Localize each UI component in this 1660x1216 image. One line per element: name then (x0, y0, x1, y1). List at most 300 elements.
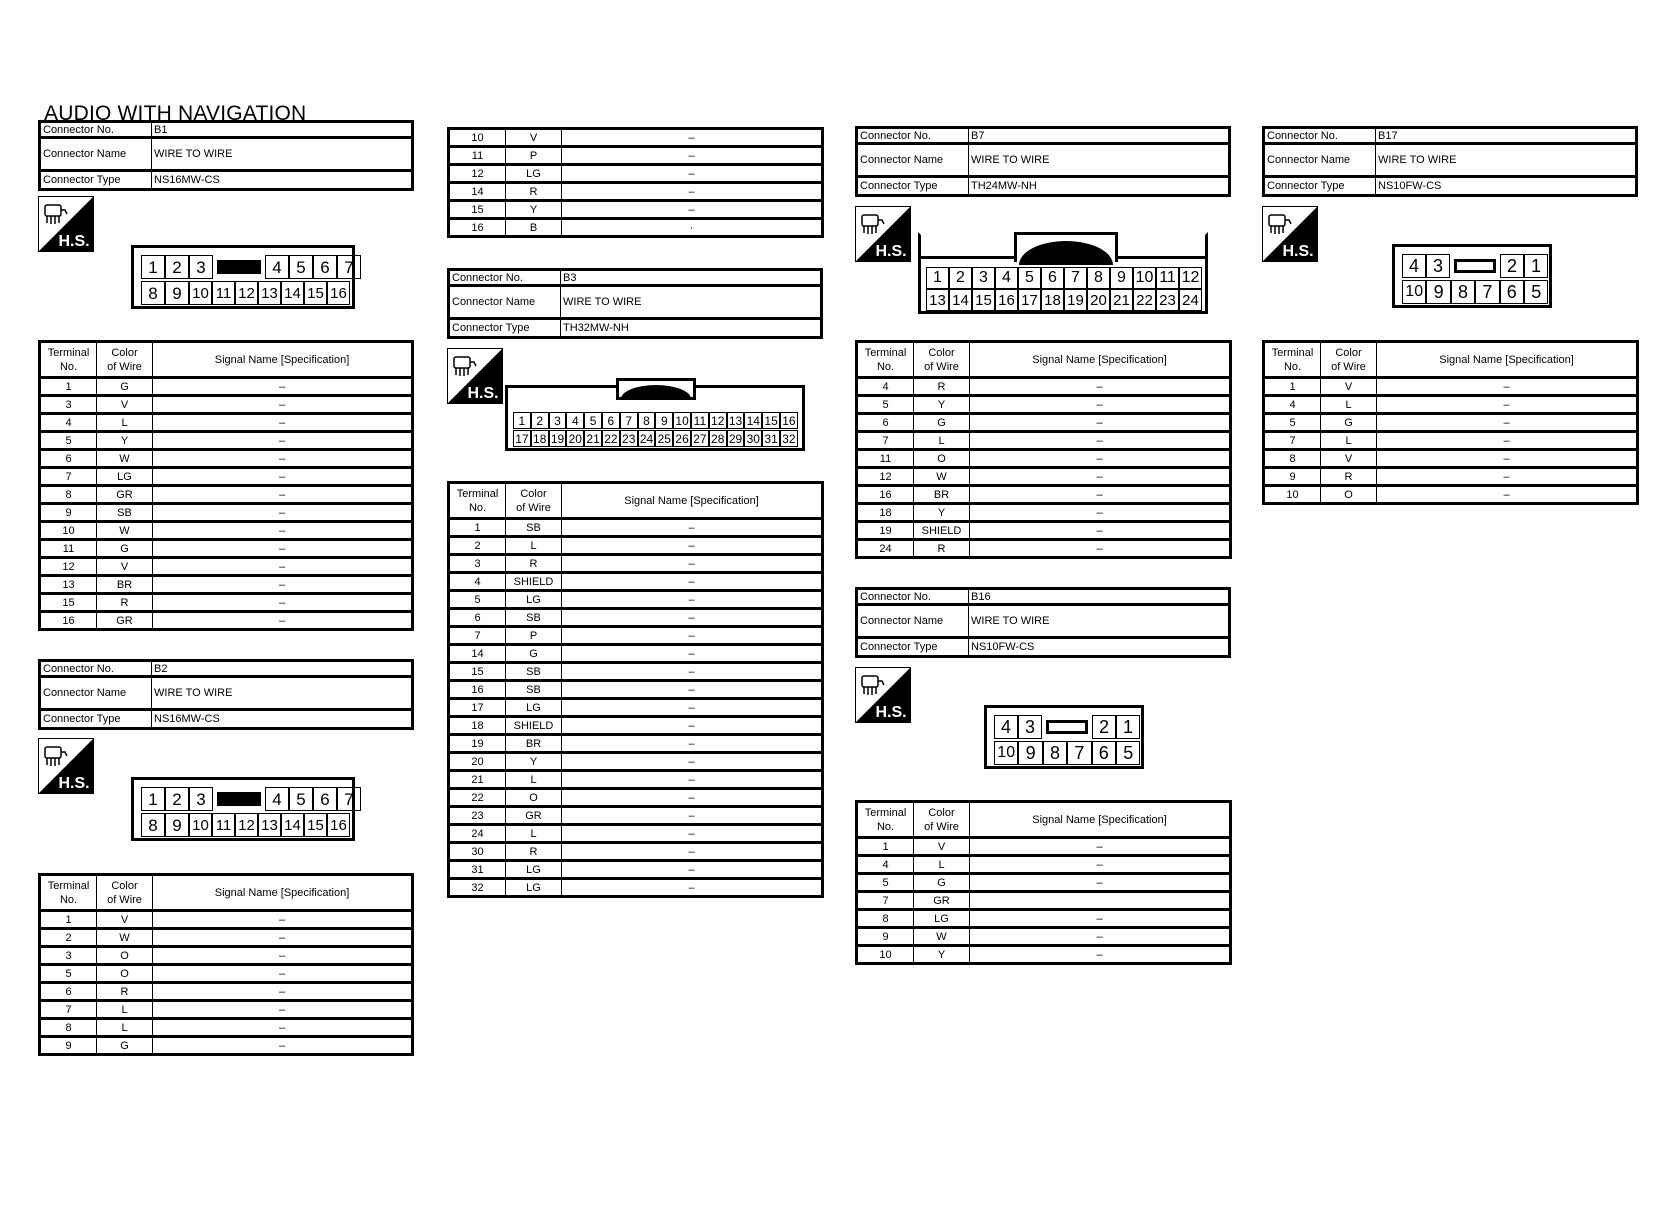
connector-pin: 2 (165, 255, 189, 279)
wire-color: Y (506, 201, 562, 219)
terminal-no: 5 (449, 591, 506, 609)
signal-name: – (562, 519, 823, 537)
page-title: AUDIO WITH NAVIGATION (44, 102, 307, 125)
connector-pin: 1 (141, 787, 165, 811)
wire-color: R (506, 843, 562, 861)
signal-name: – (153, 486, 413, 504)
table-row (449, 627, 823, 645)
terminal-no: 7 (1264, 432, 1321, 450)
connector-no-label: Connector No. (41, 662, 152, 678)
signal-name: – (153, 378, 413, 396)
table-row (40, 929, 413, 947)
signal-name-header: Signal Name [Specification] (970, 342, 1231, 378)
signal-name: – (562, 147, 823, 165)
wire-color: G (1321, 414, 1377, 432)
signal-name: – (970, 504, 1231, 522)
signal-name: – (153, 558, 413, 576)
signal-name: – (153, 576, 413, 594)
connector-pin: 5 (289, 255, 313, 279)
table-row (40, 911, 413, 929)
terminal-no: 7 (40, 1001, 97, 1019)
terminal-no: 15 (40, 594, 97, 612)
wire-color: R (914, 378, 970, 396)
signal-name-header: Signal Name [Specification] (562, 483, 823, 519)
signal-name: – (153, 540, 413, 558)
connector-pin: 31 (762, 430, 780, 447)
wire-color: BR (914, 486, 970, 504)
table-row (40, 965, 413, 983)
connector-pin: 14 (744, 412, 762, 429)
connector-pin: 4 (994, 715, 1018, 739)
terminal-table-b1-continued (447, 127, 824, 238)
signal-name: – (562, 789, 823, 807)
connector-type-label: Connector Type (858, 178, 969, 194)
wire-color: GR (506, 807, 562, 825)
terminal-no: 15 (449, 663, 506, 681)
table-row (449, 537, 823, 555)
connector-pin: 2 (1500, 254, 1524, 278)
connector-pin: 6 (1500, 280, 1524, 304)
connector-pin: 4 (265, 255, 289, 279)
terminal-no: 19 (449, 735, 506, 753)
terminal-no: 8 (40, 486, 97, 504)
connector-name-label: Connector Name (1265, 145, 1376, 178)
signal-name: – (153, 983, 413, 1001)
signal-name: – (1377, 450, 1638, 468)
table-row (40, 947, 413, 965)
connector-info-b16 (855, 587, 1231, 658)
terminal-no: 19 (857, 522, 914, 540)
wire-color: L (1321, 396, 1377, 414)
connector-type-value: NS16MW-CS (154, 174, 220, 186)
table-row (857, 928, 1231, 946)
connector-name-value: WIRE TO WIRE (561, 287, 820, 320)
table-row (857, 450, 1231, 468)
table-row (40, 612, 413, 630)
terminal-no: 1 (40, 378, 97, 396)
wire-color: Y (914, 946, 970, 964)
connector-info-b3 (447, 268, 823, 339)
terminal-table-b1 (38, 340, 414, 631)
signal-name: – (970, 838, 1231, 856)
wire-color: LG (97, 468, 153, 486)
connector-pin: 22 (602, 430, 620, 447)
signal-name: – (562, 735, 823, 753)
terminal-no: 5 (40, 432, 97, 450)
connector-name-value: WIRE TO WIRE (152, 139, 411, 172)
terminal-no: 15 (449, 201, 506, 219)
connector-type-value: TH24MW-NH (971, 180, 1037, 192)
connector-pin: 27 (691, 430, 709, 447)
table-row (449, 753, 823, 771)
connector-info-b1 (38, 120, 414, 191)
wire-color: L (506, 771, 562, 789)
terminal-no: 4 (1264, 396, 1321, 414)
table-row (857, 540, 1231, 558)
terminal-no: 8 (40, 1019, 97, 1037)
connector-pin: 8 (141, 813, 165, 837)
signal-name: – (970, 928, 1231, 946)
connector-pin: 10 (1133, 267, 1156, 289)
connector-pin: 11 (212, 281, 235, 305)
connector-pin: 18 (1041, 289, 1064, 311)
wire-color: V (1321, 450, 1377, 468)
signal-name: – (970, 378, 1231, 396)
signal-name: – (562, 663, 823, 681)
table-row (449, 861, 823, 879)
wire-color: V (1321, 378, 1377, 396)
signal-name: – (970, 396, 1231, 414)
connector-pin: 3 (549, 412, 567, 429)
table-row (449, 201, 823, 219)
connector-name-label: Connector Name (41, 139, 152, 172)
terminal-no: 2 (40, 929, 97, 947)
table-row (40, 576, 413, 594)
connector-pin: 7 (620, 412, 638, 429)
table-row (40, 983, 413, 1001)
connector-pin: 13 (926, 289, 949, 311)
connector-type-label: Connector Type (41, 711, 152, 727)
wire-color: B (506, 219, 562, 237)
wire-color: L (1321, 432, 1377, 450)
wire-color: W (97, 450, 153, 468)
signal-name: – (153, 1001, 413, 1019)
connector-pin: 1 (513, 412, 531, 429)
connector-pin: 10 (1402, 280, 1426, 304)
terminal-no: 9 (1264, 468, 1321, 486)
terminal-no: 9 (857, 928, 914, 946)
signal-name: – (562, 807, 823, 825)
wire-color: P (506, 147, 562, 165)
connector-face-b16 (984, 705, 1144, 769)
signal-name: – (1377, 468, 1638, 486)
terminal-no: 14 (449, 183, 506, 201)
signal-name: – (970, 414, 1231, 432)
terminal-no-header: Terminal No. (40, 875, 97, 911)
harness-side-icon (447, 348, 503, 404)
connector-pin: 18 (531, 430, 549, 447)
connector-housing-edge (1115, 256, 1208, 259)
table-row (449, 165, 823, 183)
signal-name: – (153, 1037, 413, 1055)
wire-color: SB (506, 519, 562, 537)
connector-face-b3 (505, 385, 805, 451)
table-row (40, 432, 413, 450)
connector-pin: 7 (337, 255, 361, 279)
terminal-no-header: Terminal No. (857, 802, 914, 838)
terminal-no-header: Terminal No. (40, 342, 97, 378)
terminal-no: 6 (449, 609, 506, 627)
terminal-no: 24 (857, 540, 914, 558)
terminal-no: 9 (40, 1037, 97, 1055)
terminal-no: 7 (449, 627, 506, 645)
table-row (857, 396, 1231, 414)
connector-name-value: WIRE TO WIRE (152, 678, 411, 711)
connector-pin: 9 (165, 813, 189, 837)
connector-pin: 10 (189, 813, 212, 837)
terminal-no: 4 (857, 856, 914, 874)
connector-pin: 2 (165, 787, 189, 811)
table-row (40, 486, 413, 504)
connector-pin: 24 (1179, 289, 1202, 311)
signal-name: – (562, 627, 823, 645)
terminal-no: 4 (449, 573, 506, 591)
connector-pin: 7 (1475, 280, 1499, 304)
connector-no-value: B16 (969, 590, 1228, 606)
wire-color: R (506, 555, 562, 573)
connector-pin: 17 (1018, 289, 1041, 311)
signal-name: – (153, 965, 413, 983)
table-row (40, 1037, 413, 1055)
signal-name: – (970, 946, 1231, 964)
connector-pin: 21 (584, 430, 602, 447)
connector-type-label: Connector Type (858, 639, 969, 655)
wire-color: L (97, 1019, 153, 1037)
connector-no-label: Connector No. (450, 271, 561, 287)
wire-color: V (97, 558, 153, 576)
terminal-no: 17 (449, 699, 506, 717)
connector-pin: 24 (638, 430, 656, 447)
connector-pin: 12 (235, 281, 258, 305)
connector-no-label: Connector No. (858, 590, 969, 606)
table-row (449, 573, 823, 591)
connector-pin: 28 (709, 430, 727, 447)
table-row (40, 558, 413, 576)
terminal-no: 12 (449, 165, 506, 183)
signal-name: – (153, 612, 413, 630)
wire-color: R (1321, 468, 1377, 486)
wire-color: R (97, 983, 153, 1001)
wire-color-header: Color of Wire (914, 802, 970, 838)
signal-name: – (562, 165, 823, 183)
connector-pin: 13 (258, 813, 281, 837)
signal-name: – (153, 947, 413, 965)
connector-pin: 16 (327, 281, 350, 305)
connector-no-label: Connector No. (1265, 129, 1376, 145)
hs-label: H.S. (1282, 243, 1314, 260)
table-row (449, 735, 823, 753)
wire-color: GR (97, 612, 153, 630)
signal-name: – (153, 468, 413, 486)
wire-color: L (914, 856, 970, 874)
connector-type-label: Connector Type (41, 172, 152, 188)
connector-no-value: B17 (1376, 129, 1635, 145)
wire-color: BR (506, 735, 562, 753)
terminal-table-b2 (38, 873, 414, 1056)
table-row (1264, 468, 1638, 486)
connector-face-b1 (131, 245, 355, 309)
terminal-no: 24 (449, 825, 506, 843)
signal-name: – (562, 699, 823, 717)
signal-name: – (970, 450, 1231, 468)
connector-pin: 15 (304, 281, 327, 305)
wire-color: SB (506, 663, 562, 681)
table-row (857, 486, 1231, 504)
signal-name: – (562, 573, 823, 591)
wire-color: SHIELD (914, 522, 970, 540)
connector-info-b17 (1262, 126, 1638, 197)
table-row (40, 504, 413, 522)
wire-color: L (506, 825, 562, 843)
signal-name: – (153, 450, 413, 468)
wire-color: V (97, 911, 153, 929)
connector-pin: 6 (1092, 741, 1116, 765)
wire-color: GR (914, 892, 970, 910)
terminal-no: 8 (857, 910, 914, 928)
terminal-no: 5 (857, 396, 914, 414)
signal-name: – (562, 645, 823, 663)
connector-pin: 30 (744, 430, 762, 447)
wire-color: G (506, 645, 562, 663)
wire-color: BR (97, 576, 153, 594)
connector-pin: 5 (584, 412, 602, 429)
wire-color: SHIELD (506, 573, 562, 591)
wire-color: G (914, 874, 970, 892)
wire-color: O (914, 450, 970, 468)
connector-pin: 13 (258, 281, 281, 305)
table-row (1264, 396, 1638, 414)
terminal-no: 11 (40, 540, 97, 558)
connector-no-label: Connector No. (41, 123, 152, 139)
connector-pin: 13 (727, 412, 745, 429)
table-row (449, 789, 823, 807)
connector-pin: 6 (1041, 267, 1064, 289)
terminal-no: 10 (40, 522, 97, 540)
connector-pin: 29 (727, 430, 745, 447)
terminal-no: 10 (857, 946, 914, 964)
signal-name: – (562, 609, 823, 627)
terminal-no: 12 (857, 468, 914, 486)
connector-pin: 3 (189, 255, 213, 279)
connector-lock (217, 260, 261, 274)
signal-name: – (562, 879, 823, 897)
signal-name: – (562, 717, 823, 735)
connector-pin: 23 (620, 430, 638, 447)
terminal-no: 10 (449, 129, 506, 147)
signal-name-header: Signal Name [Specification] (970, 802, 1231, 838)
wire-color: V (506, 129, 562, 147)
signal-name: – (562, 183, 823, 201)
signal-name: – (562, 129, 823, 147)
connector-pin: 6 (313, 255, 337, 279)
terminal-no: 7 (857, 892, 914, 910)
terminal-no: 7 (857, 432, 914, 450)
table-row (1264, 450, 1638, 468)
signal-name-header: Signal Name [Specification] (1377, 342, 1638, 378)
signal-name: – (562, 555, 823, 573)
connector-pin: 3 (189, 787, 213, 811)
wire-color: O (506, 789, 562, 807)
wire-color: O (97, 965, 153, 983)
connector-pin: 8 (141, 281, 165, 305)
connector-type-label: Connector Type (450, 320, 561, 336)
terminal-no: 7 (40, 468, 97, 486)
wire-color: L (506, 537, 562, 555)
table-row (449, 699, 823, 717)
connector-type-value: NS10FW-CS (971, 641, 1035, 653)
wire-color: W (97, 522, 153, 540)
wire-color: L (914, 432, 970, 450)
terminal-no: 1 (1264, 378, 1321, 396)
table-row (449, 681, 823, 699)
connector-pin: 1 (1116, 715, 1140, 739)
terminal-no: 20 (449, 753, 506, 771)
table-row (857, 414, 1231, 432)
connector-pin: 2 (1092, 715, 1116, 739)
signal-name-header: Signal Name [Specification] (153, 875, 413, 911)
table-row (449, 663, 823, 681)
terminal-no: 4 (40, 414, 97, 432)
wire-color: L (97, 414, 153, 432)
connector-pin: 20 (566, 430, 584, 447)
connector-pin: 16 (327, 813, 350, 837)
signal-name: – (1377, 486, 1638, 504)
connector-name-value: WIRE TO WIRE (1376, 145, 1635, 178)
signal-name: – (153, 432, 413, 450)
signal-name: – (153, 522, 413, 540)
wire-color: W (97, 929, 153, 947)
connector-pin: 25 (655, 430, 673, 447)
table-row (1264, 378, 1638, 396)
connector-pin: 4 (566, 412, 584, 429)
connector-pin: 16 (995, 289, 1018, 311)
table-row (40, 396, 413, 414)
connector-no-label: Connector No. (858, 129, 969, 145)
connector-pin: 9 (165, 281, 189, 305)
signal-name: – (562, 591, 823, 609)
signal-name: – (562, 825, 823, 843)
table-row (449, 825, 823, 843)
connector-pin: 11 (212, 813, 235, 837)
table-row (857, 874, 1231, 892)
connector-pin: 19 (1064, 289, 1087, 311)
connector-pin: 7 (337, 787, 361, 811)
terminal-no: 3 (40, 396, 97, 414)
connector-pin: 8 (638, 412, 656, 429)
signal-name: – (562, 681, 823, 699)
terminal-no: 6 (40, 450, 97, 468)
connector-pin: 20 (1087, 289, 1110, 311)
connector-pin: 9 (1426, 280, 1450, 304)
connector-pin: 15 (972, 289, 995, 311)
wire-color: SB (506, 609, 562, 627)
connector-pin: 7 (1067, 741, 1091, 765)
connector-pin: 21 (1110, 289, 1133, 311)
hs-label: H.S. (875, 704, 907, 721)
connector-pin: 5 (1524, 280, 1548, 304)
signal-name: – (970, 468, 1231, 486)
wire-color-header: Color of Wire (1321, 342, 1377, 378)
table-row (857, 522, 1231, 540)
wire-color-header: Color of Wire (97, 875, 153, 911)
terminal-no: 31 (449, 861, 506, 879)
terminal-no: 1 (857, 838, 914, 856)
terminal-no: 11 (449, 147, 506, 165)
connector-pin: 15 (304, 813, 327, 837)
table-row (40, 1001, 413, 1019)
harness-side-icon (855, 667, 911, 723)
terminal-no: 21 (449, 771, 506, 789)
terminal-no: 13 (40, 576, 97, 594)
connector-pin: 10 (994, 741, 1018, 765)
terminal-no: 9 (40, 504, 97, 522)
connector-lock (1046, 720, 1088, 734)
connector-name-label: Connector Name (858, 606, 969, 639)
connector-pin: 11 (1156, 267, 1179, 289)
table-row (40, 1019, 413, 1037)
terminal-no: 30 (449, 843, 506, 861)
signal-name: – (153, 1019, 413, 1037)
